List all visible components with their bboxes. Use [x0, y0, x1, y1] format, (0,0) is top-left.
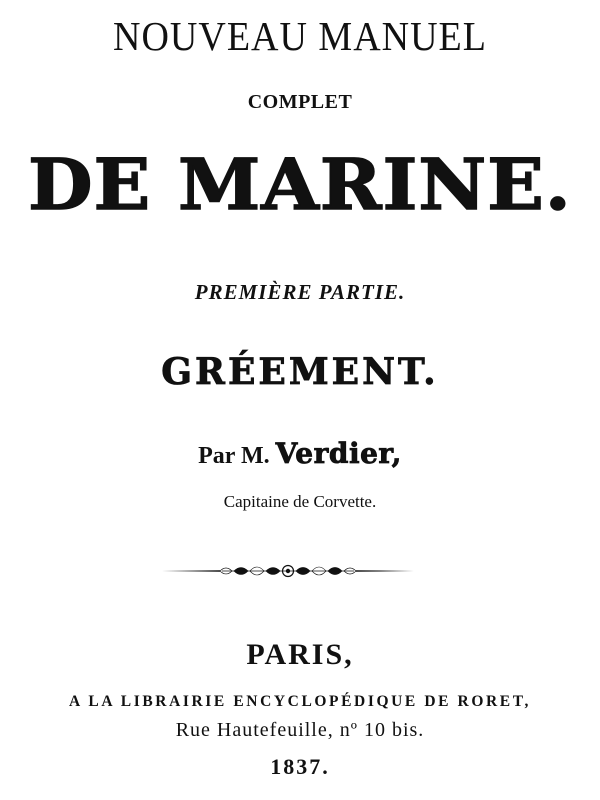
author-prefix: Par M.	[198, 443, 270, 469]
section-heading: GRÉEMENT.	[161, 351, 439, 393]
imprint-year: 1837.	[270, 754, 330, 779]
author-name: Verdier,	[275, 437, 402, 470]
author-line	[0, 437, 600, 470]
decorative-rule-icon	[160, 561, 416, 581]
author-rank: Capitaine de Corvette.	[223, 492, 377, 511]
imprint-publisher: A LA LIBRAIRIE ENCYCLOPÉDIQUE DE RORET,	[69, 693, 531, 710]
title-line-de-marine: DE MARINE.	[28, 143, 572, 226]
title-line-nouveau-manuel: NOUVEAU MANUEL	[113, 14, 487, 60]
title-line-complet: COMPLET	[247, 91, 353, 113]
imprint-address: Rue Hautefeuille, nº 10 bis.	[175, 719, 425, 741]
part-heading: PREMIÈRE PARTIE.	[194, 280, 406, 304]
imprint-city: PARIS,	[246, 638, 354, 671]
